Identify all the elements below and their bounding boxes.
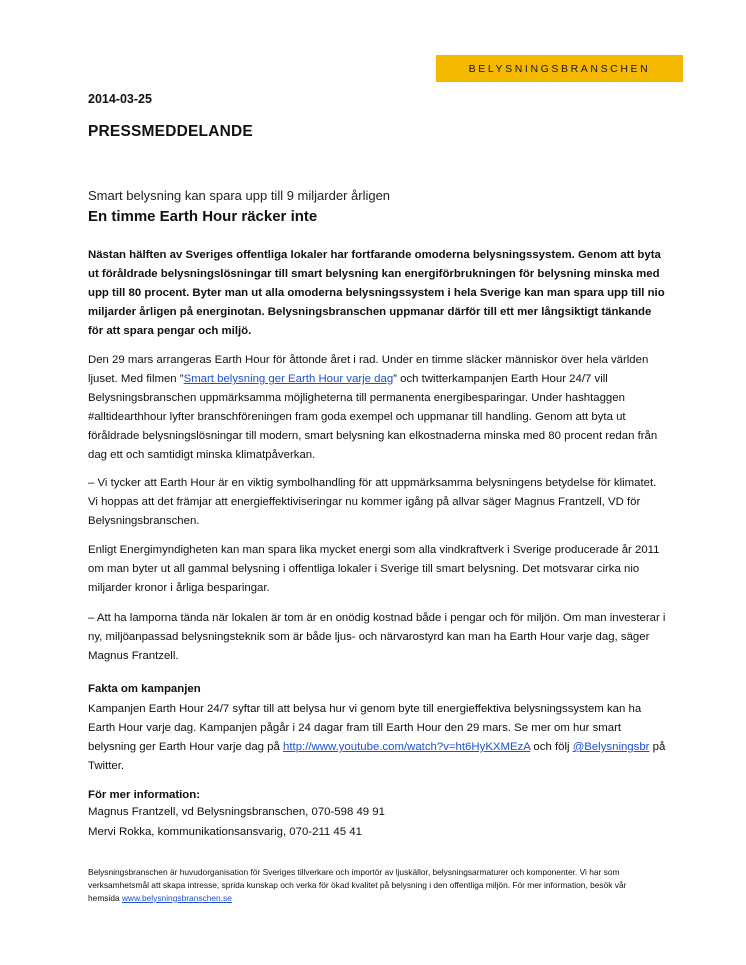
press-date: 2014-03-25 xyxy=(88,92,152,106)
contact-line: Mervi Rokka, kommunikationsansvarig, 070-211 45 41 xyxy=(88,826,362,838)
paragraph-text: Den 29 mars arrangeras Earth Hour för åttonde året i rad. Under en timme släcker människor över hela världen ljuset. Med filmen ” xyxy=(88,354,649,385)
quote-paragraph-1: – Vi tycker att Earth Hour är en viktig symbolhandling för att uppmärksamma belysningens betydelse för klimatet. Vi hoppas att det främjar att energieffektiviseringar nu kommer igång på allvar säger Magnus Frantzell, VD för Belysningsbranschen. xyxy=(88,477,657,527)
paragraph-text: Kampanjen Earth Hour 24/7 syftar till att belysa hur vi genom byte till energieffektiva belysningssystem kan ha Earth Hour varje dag. Kampanjen pågår i 24 dagar fram till Earth Hour den 29 mars. Se mer om hur smart belysning ger Earth Hour varje dag på xyxy=(88,703,642,753)
brand-logo-text: BELYSNINGSBRANSCHEN xyxy=(468,62,651,75)
footer-body: Belysningsbranschen är huvudorganisation för Sveriges tillverkare och importör av ljuskällor, belysningsarmaturer och komponenter. Vi har som verksamhetsmål att skapa intresse, sprida kunskap och verka för ökad kvalitet på belysning i den offentliga miljön. För mer information, besök vår hemsida xyxy=(88,867,627,903)
facts-paragraph xyxy=(88,700,668,776)
website-link[interactable]: www.belysningsbranschen.se xyxy=(121,892,232,903)
lead-paragraph: Nästan hälften av Sveriges offentliga lokaler har fortfarande omoderna belysningssystem. Genom att byta ut föråldrade belysningslösningar till smart belysning kan energiförbrukningen för belysning minska med upp till 80 procent. Byter man ut alla omoderna belysningssystem i hela Sverige kan man spara upp till nio miljarder årligen på energinotan. Belysningsbranschen uppmanar därför till ett mer långsiktigt tänkande för att spara pengar och miljö. xyxy=(88,249,665,337)
film-link[interactable]: Smart belysning ger Earth Hour varje dag xyxy=(183,373,394,385)
body-paragraph-earth-hour xyxy=(88,351,668,465)
footer-text xyxy=(88,866,648,904)
body-paragraph-energy: Enligt Energimyndigheten kan man spara lika mycket energi som alla vindkraftverk i Sverige producerade år 2011 om man byter ut all gammal belysning i offentliga lokaler i Sverige till smart belysning. Det motsvarar cirka nio miljarder kronor i årliga besparingar. xyxy=(88,544,660,594)
youtube-link[interactable]: http://www.youtube.com/watch?v=ht6HyKXMEzA xyxy=(283,741,531,753)
paragraph-text: ” och twitterkampanjen Earth Hour 24/7 vill Belysningsbranschen uppmärksamma möjligheterna till permanenta energibesparingar. Under hashtaggen #alltidearthhour lyfter branschföreningen fram goda exempel och uppmanar till handling. Genom att byta ut föråldrade belysningslösningar till modern, smart belysning kan elkostnaderna minska med 80 procent redan från dag ett och samtidigt minska klimatpåverkan. xyxy=(88,373,658,461)
quote-paragraph-2: – Att ha lamporna tända när lokalen är tom är en onödig kostnad både i pengar och för miljön. Om man investerar i ny, miljöanpassad belysningsteknik som är både ljus- och närvarostyrd kan man ha Earth Hour varje dag, säger Magnus Frantzell. xyxy=(88,612,666,662)
contact-line: Magnus Frantzell, vd Belysningsbranschen, 070-598 49 91 xyxy=(88,806,385,818)
twitter-link[interactable]: @Belysningsbr xyxy=(572,741,650,753)
paragraph-text: och följ xyxy=(530,741,573,753)
brand-logo xyxy=(436,55,683,82)
paragraph-text: på Twitter. xyxy=(88,741,666,772)
article-title: En timme Earth Hour räcker inte xyxy=(88,208,318,225)
page-heading: PRESSMEDDELANDE xyxy=(88,123,253,140)
article-subtitle: Smart belysning kan spara upp till 9 miljarder årligen xyxy=(88,188,391,203)
facts-heading: Fakta om kampanjen xyxy=(88,683,201,695)
contact-heading: För mer information: xyxy=(88,789,201,801)
